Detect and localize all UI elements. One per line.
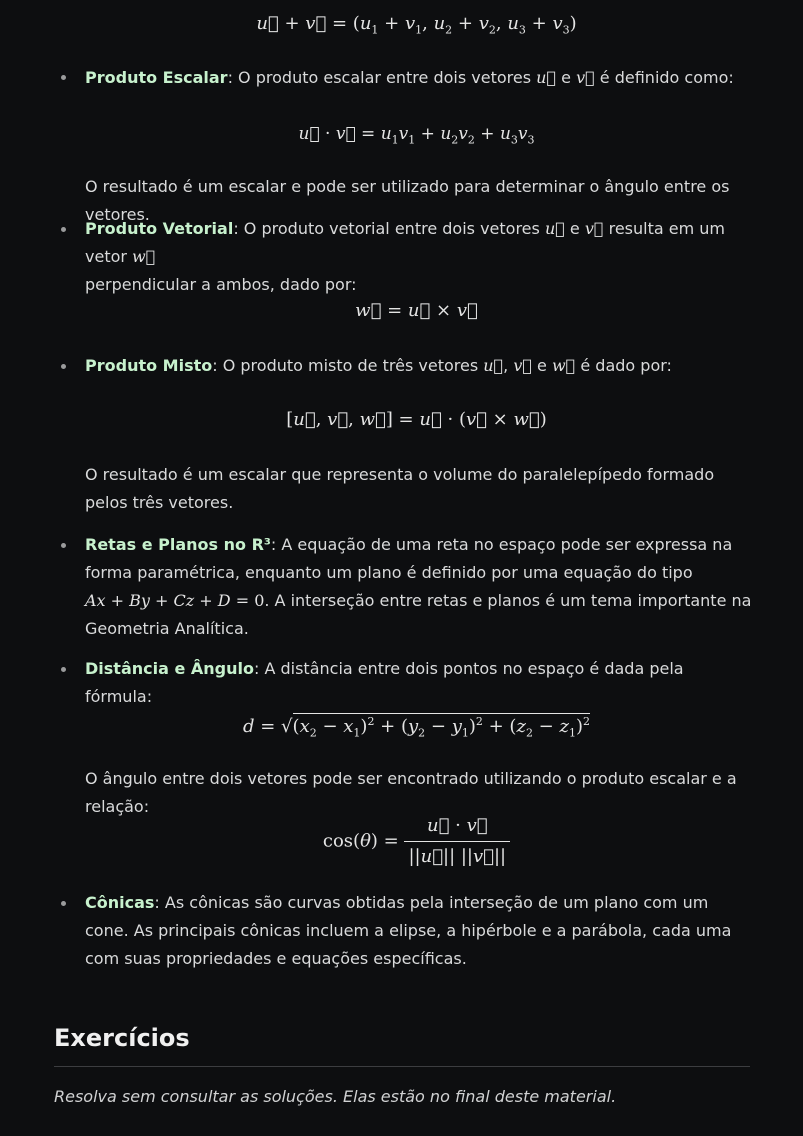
term-produto-misto: Produto Misto bbox=[85, 356, 213, 375]
paragraph-angulo: O ângulo entre dois vetores pode ser encontrado utilizando o produto escalar e a relação: bbox=[85, 769, 737, 816]
section-title-exercicios: Exercícios bbox=[54, 1024, 190, 1052]
formula-vector-sum: u⃗ + v⃗ = ($u_1 + v_1$, $u_2 + v_2$, $u_3 + v_3$) bbox=[256, 13, 577, 37]
bullet-marker bbox=[61, 543, 66, 548]
bullet-marker bbox=[61, 364, 66, 369]
bullet-marker bbox=[61, 227, 66, 232]
section-note: Resolva sem consultar as soluções. Elas estão no final deste material. bbox=[54, 1087, 617, 1106]
list-item-produto-misto: Produto Misto: O produto misto de três vetores u⃗, v⃗ e w⃗ é dado por: bbox=[85, 356, 672, 375]
list-item-produto-vetorial: Produto Vetorial: O produto vetorial entre dois vetores u⃗ e v⃗ resulta em um vetor w⃗ perpendicular a ambos, dado por: bbox=[85, 219, 725, 294]
bullet-marker bbox=[61, 667, 66, 672]
term-produto-escalar: Produto Escalar bbox=[85, 68, 228, 87]
list-item-retas-planos: Retas e Planos no R³: A equação de uma reta no espaço pode ser expressa na forma paramétrica, enquanto um plano é definido por uma equação do tipo Ax + By + Cz + D = 0. A interseção entre retas e planos é um tema importante na Geometria Analítica. bbox=[85, 535, 752, 638]
term-produto-vetorial: Produto Vetorial bbox=[85, 219, 234, 238]
list-item-produto-escalar: Produto Escalar: O produto escalar entre dois vetores u⃗ e v⃗ é definido como: bbox=[85, 68, 734, 87]
bullet-marker bbox=[61, 901, 66, 906]
list-item-conicas: Cônicas: As cônicas são curvas obtidas pela interseção de um plano com um cone. As principais cônicas incluem a elipse, a hipérbole e a parábola, cada uma com suas propriedades e equações específicas. bbox=[85, 893, 732, 968]
formula-distance: $d = √(x_2 - x_1)^2 + (y_2 - y_1)^2 + (z_2 - z_1)^2$ bbox=[243, 715, 590, 740]
paragraph-misto-result: O resultado é um escalar que representa o volume do paralelepípedo formado pelos três vetores. bbox=[85, 465, 715, 512]
paragraph-escalar-result: O resultado é um escalar e pode ser utilizado para determinar o ângulo entre os vetores. bbox=[85, 177, 730, 224]
formula-triple-product: [u⃗, v⃗, w⃗] = u⃗ · (v⃗ × w⃗) bbox=[286, 409, 547, 430]
formula-cross-product: w⃗ = u⃗ × v⃗ bbox=[355, 300, 478, 321]
term-conicas: Cônicas bbox=[85, 893, 155, 912]
term-retas-planos: Retas e Planos no R³ bbox=[85, 535, 271, 554]
section-divider bbox=[54, 1066, 750, 1067]
bullet-marker bbox=[61, 75, 66, 80]
formula-cosine: cos(θ) = $\frac{u⃗ \cdot v⃗}{||u⃗|| ||v⃗||}$ bbox=[0, 814, 803, 869]
list-item-distancia-angulo: Distância e Ângulo: A distância entre dois pontos no espaço é dada pela fórmula: bbox=[85, 659, 684, 706]
formula-dot-product: u⃗ · v⃗ = $u_1v_1 + u_2v_2 + u_3v_3$ bbox=[298, 124, 535, 147]
term-distancia-angulo: Distância e Ângulo bbox=[85, 659, 254, 678]
